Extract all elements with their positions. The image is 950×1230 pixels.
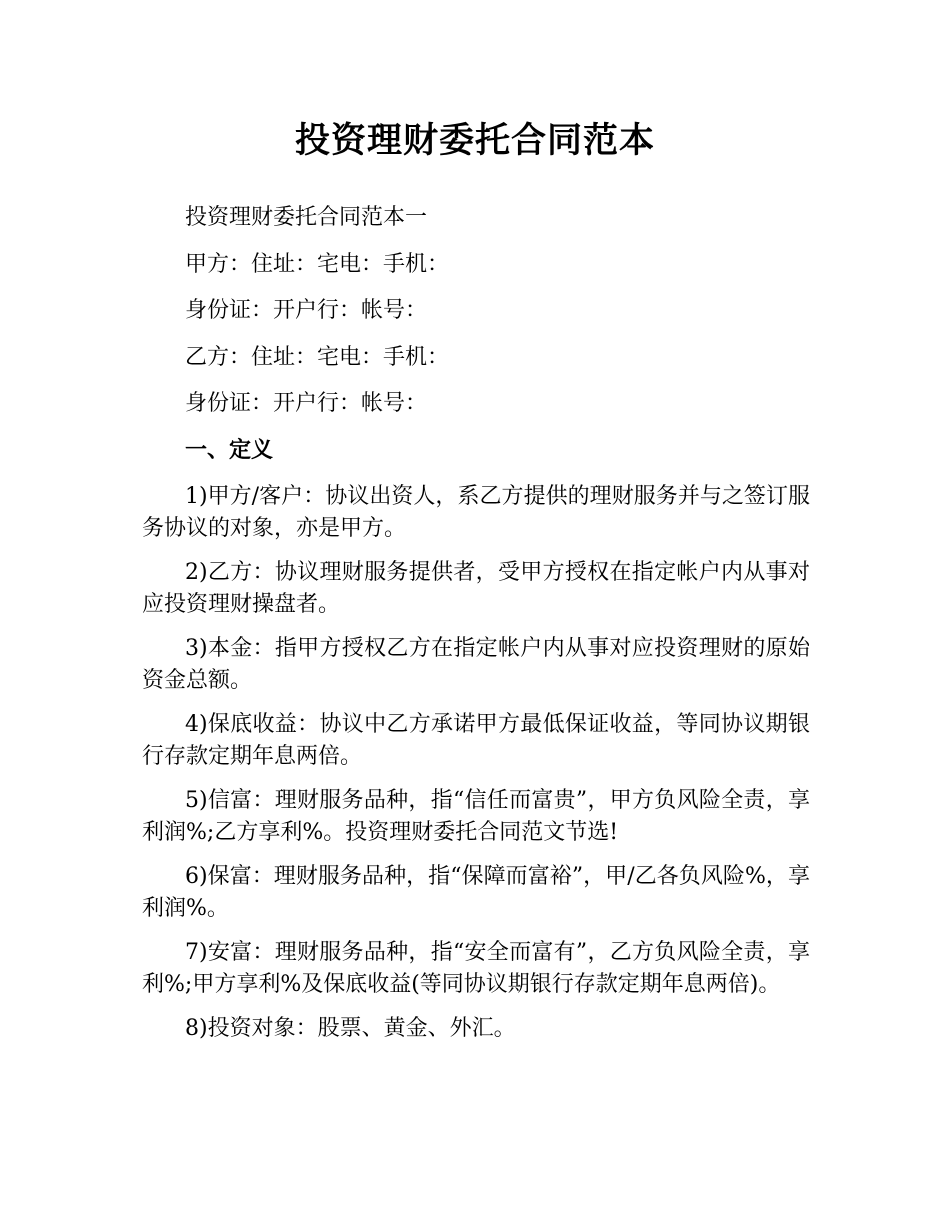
definition-paragraph: 6)保富：理财服务品种，指“保障而富裕”，甲/乙各负风险%，享利润%。 (142, 864, 810, 921)
definition-paragraph: 2)乙方：协议理财服务提供者，受甲方授权在指定帐户内从事对应投资理财操盘者。 (142, 560, 810, 617)
definition-paragraph: 7)安富：理财服务品种，指“安全而富有”，乙方负风险全责，享利%;甲方享利%及保底收益(等同协议期银行存款定期年息两倍)。 (142, 940, 810, 997)
definition-paragraph: 1)甲方/客户：协议出资人，系乙方提供的理财服务并与之签订服务协议的对象，亦是甲方。 (142, 484, 810, 541)
definition-paragraph: 4)保底收益：协议中乙方承诺甲方最低保证收益，等同协议期银行存款定期年息两倍。 (142, 712, 810, 769)
document-subtitle: 投资理财委托合同范本一 (185, 205, 428, 230)
document-title: 投资理财委托合同范本 (294, 121, 655, 161)
party-a-contact-line: 甲方：住址：宅电：手机： (185, 251, 450, 277)
section-heading-definitions: 一、定义 (185, 437, 274, 463)
definition-paragraph: 3)本金：指甲方授权乙方在指定帐户内从事对应投资理财的原始资金总额。 (142, 636, 810, 693)
party-a-id-line: 身份证：开户行：帐号： (185, 298, 428, 323)
party-b-id-line: 身份证：开户行：帐号： (185, 391, 428, 416)
definition-paragraph: 5)信富：理财服务品种，指“信任而富贵”，甲方负风险全责，享利润%;乙方享利%。投资理财委托合同范文节选! (142, 788, 810, 845)
party-b-contact-line: 乙方：住址：宅电：手机： (185, 344, 450, 370)
definition-paragraph: 8)投资对象：股票、黄金、外汇。 (185, 1016, 516, 1041)
document-body (142, 202, 810, 1057)
